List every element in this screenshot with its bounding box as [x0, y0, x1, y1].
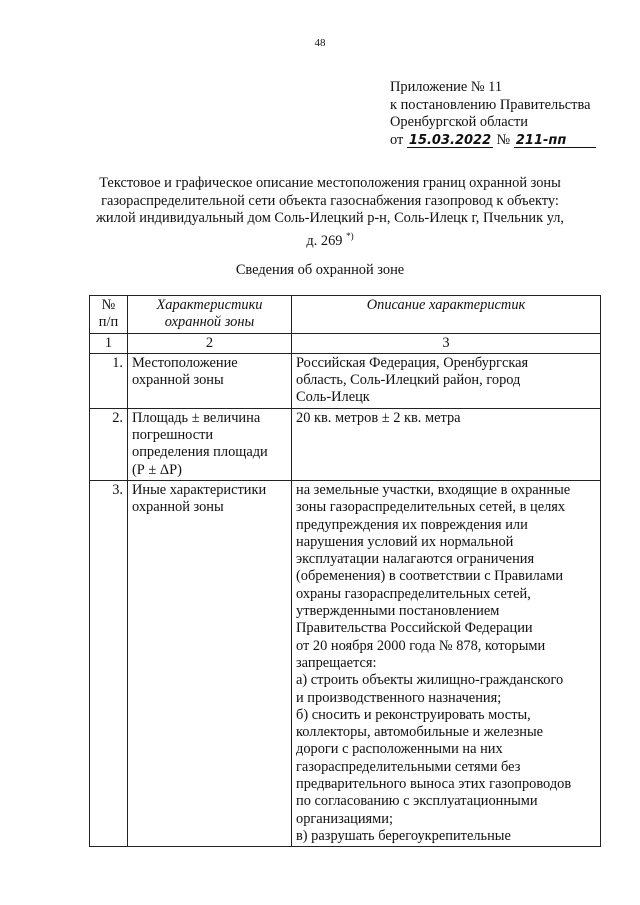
row-description: на земельные участки, входящие в охранные зоны газораспределительных сетей, в целях предупреждения их повреждения или нарушения условий их нормальной эксплуатации налагаются ограничения (обременения) в соответствии с Правилами охраны газораспределительных сетей, утвержденными постановлением Правительства Российской Федерации от 20 ноября 2000 года № 878, которыми запрещается: а) строить объекты жилищно-гражданского и производственного назначения; б) сносить и реконструировать мосты, коллекторы, автомобильные и железные дороги с расположенными на них газораспределительными сетями без предварительного выноса этих газопроводов по согласованию с эксплуатационными организациями; в) разрушать берегоукрепительные [292, 480, 601, 846]
table-row [90, 353, 601, 408]
footnote-mark: *) [346, 230, 354, 241]
row-number: 1. [90, 353, 128, 408]
number-label: № [496, 131, 511, 148]
protection-zone-table [89, 295, 601, 847]
row-characteristic: Иные характеристики охранной зоны [128, 480, 292, 846]
title-text: Текстовое и графическое описание местоположения границ охранной зоны газораспределительной сети объекта газоснабжения газопровод к объекту: жилой индивидуальный дом Соль-Илецкий р-н, Соль-Илецк г, Пчельник ул, д. 269 [95, 175, 565, 249]
index-cell-2: 2 [128, 333, 292, 353]
section-subtitle: Сведения об охранной зоне [235, 262, 405, 278]
row-characteristic: Площадь ± величина погрешности определения площади (Р ± ΔР) [128, 408, 292, 480]
index-cell-1: 1 [90, 333, 128, 353]
header-row [90, 296, 601, 334]
from-label: от [390, 131, 404, 148]
row-number: 3. [90, 480, 128, 846]
row-number: 2. [90, 408, 128, 480]
header-characteristic: Характеристики охранной зоны [128, 296, 292, 334]
table-row [90, 480, 601, 846]
index-cell-3: 3 [292, 333, 601, 353]
index-row [90, 333, 601, 353]
appendix-line-3: Оренбургской области [390, 114, 528, 131]
row-characteristic: Местоположение охранной зоны [128, 353, 292, 408]
appendix-line-4 [390, 132, 596, 150]
document-title [95, 175, 565, 250]
header-description: Описание характеристик [292, 296, 601, 334]
appendix-block [390, 79, 596, 149]
handwritten-number: 211-пп [514, 134, 596, 148]
handwritten-date: 15.03.2022 [408, 132, 492, 148]
table-row [90, 408, 601, 480]
appendix-line-2: к постановлению Правительства [390, 96, 591, 113]
appendix-line-1: Приложение № 11 [390, 79, 503, 95]
row-description: Российская Федерация, Оренбургская область, Соль-Илецкий район, город Соль-Илецк [292, 353, 601, 408]
page-number: 48 [314, 37, 326, 49]
header-number: № п/п [90, 296, 128, 334]
row-description: 20 кв. метров ± 2 кв. метра [292, 408, 601, 480]
